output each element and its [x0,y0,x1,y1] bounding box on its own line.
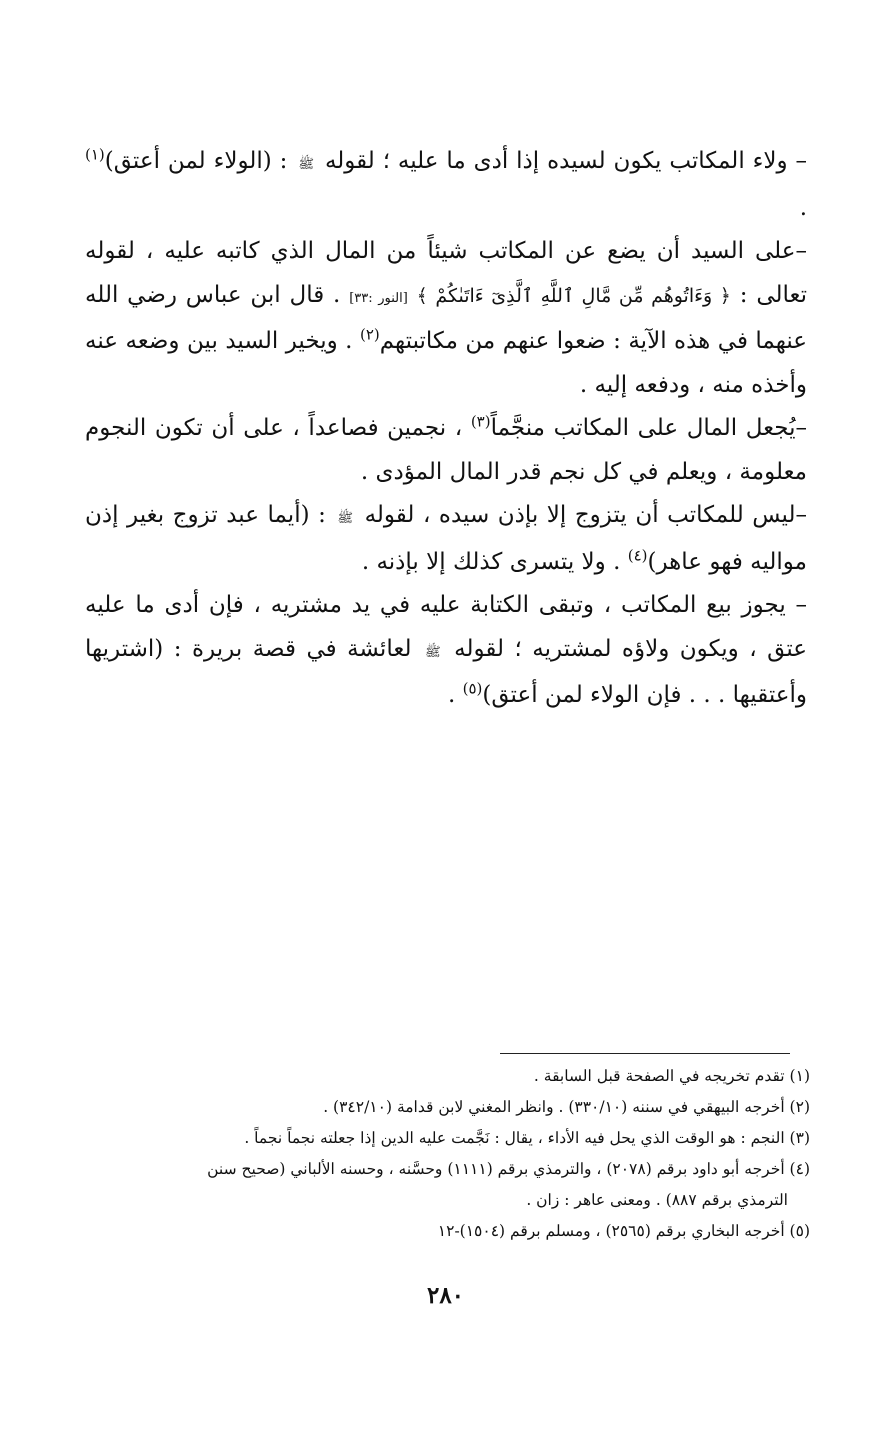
paragraph-mukatab-wala: – ولاء المكاتب يكون لسيده إذا أدى ما عليه ؛ لقوله ﷺ : (الولاء لمن أعتق)$^{(١)}$ . [85,145,808,221]
paragraph-master-reduction: –على السيد أن يضع عن المكاتب شيئاً من المال الذي كاتبه عليه ، لقوله تعالى : ﴿ وَءَاتُوهُم مِّن مَّالِ ٱللَّهِ ٱلَّذِىٓ ءَاتَىٰكُمْ ﴾ [النور :٣٣] . قال ابن عباس رضي الله عنهما في هذه الآية : ضعوا عنهم من مكاتبتهم$^{(٢)}$ . ويخير السيد بين وضعه عنه وأخذه منه ، ودفعه إليه . [85,238,808,398]
main-text-body [85,140,807,718]
footnote-ref-5: (٥) [462,679,483,698]
page-number: ٢٨٠ [426,1282,465,1309]
footnote-ref-2: (٢) [359,325,380,344]
salla-honorific-icon: ﷺ [298,157,315,172]
footnote-4: (٤) أخرجه أبو داود برقم (٢٠٧٨) ، والترمذي برقم (١١١١) وحسَّنه ، وحسنه الألباني (صحيح سنن [207,1160,810,1178]
footnote-ref-1: (١) [85,145,105,164]
paragraph-sale: – يجوز بيع المكاتب ، وتبقى الكتابة عليه في يد مشتريه ، فإن أدى ما عليه عتق ، ويكون ولاؤه لمشتريه ؛ لقوله ﷺ لعائشة في قصة بريرة : (اشتريها وأعتقيها . . . فإن الولاء لمن أعتق)$^{(٥)}$ . [85,592,808,708]
footnote-5: (٥) أخرجه البخاري برقم (٢٥٦٥) ، ومسلم برقم (١٥٠٤)-١٢ [437,1222,810,1240]
salla-honorific-icon: ﷺ [424,644,441,660]
footnote-1: (١) تقدم تخريجه في الصفحة قبل السابقة . [533,1067,810,1085]
footnote-4-continued: الترمذي برقم ٨٨٧) . ومعنى عاهر : زان . [526,1191,788,1209]
salla-honorific-icon: ﷺ [337,511,354,526]
footnote-ref-3: (٣) [470,412,491,431]
footnote-2: (٢) أخرجه البيهقي في سننه (٣٣٠/١٠) . وانظر المغني لابن قدامة (٣٤٢/١٠) . [323,1098,810,1116]
paragraph-marriage: –ليس للمكاتب أن يتزوج إلا بإذن سيده ، لقوله ﷺ : (أيما عبد تزوج بغير إذن مواليه فهو عاهر)$^{(٤)}$ . ولا يتسرى كذلك إلا بإذنه . [85,502,808,575]
surah-reference: [النور :٣٣] [349,290,408,306]
footnote-divider [500,1053,790,1054]
footnote-ref-4: (٤) [627,545,648,564]
paragraph-installments: –يُجعل المال على المكاتب منجَّماً$^{(٣)}$ ، نجمين فصاعداً ، على أن تكون النجوم معلومة ، ويعلم في كل نجم قدر المال المؤدى . [85,412,808,485]
footnotes-section [82,1061,810,1247]
footnote-3: (٣) النجم : هو الوقت الذي يحل فيه الأداء ، يقال : نَجَّمت عليه الدين إذا جعلته نجماً نجماً . [244,1129,810,1147]
quran-verse: ﴿ وَءَاتُوهُم مِّن مَّالِ ٱللَّهِ ٱلَّذِىٓ ءَاتَىٰكُمْ ﴾ [416,284,731,307]
